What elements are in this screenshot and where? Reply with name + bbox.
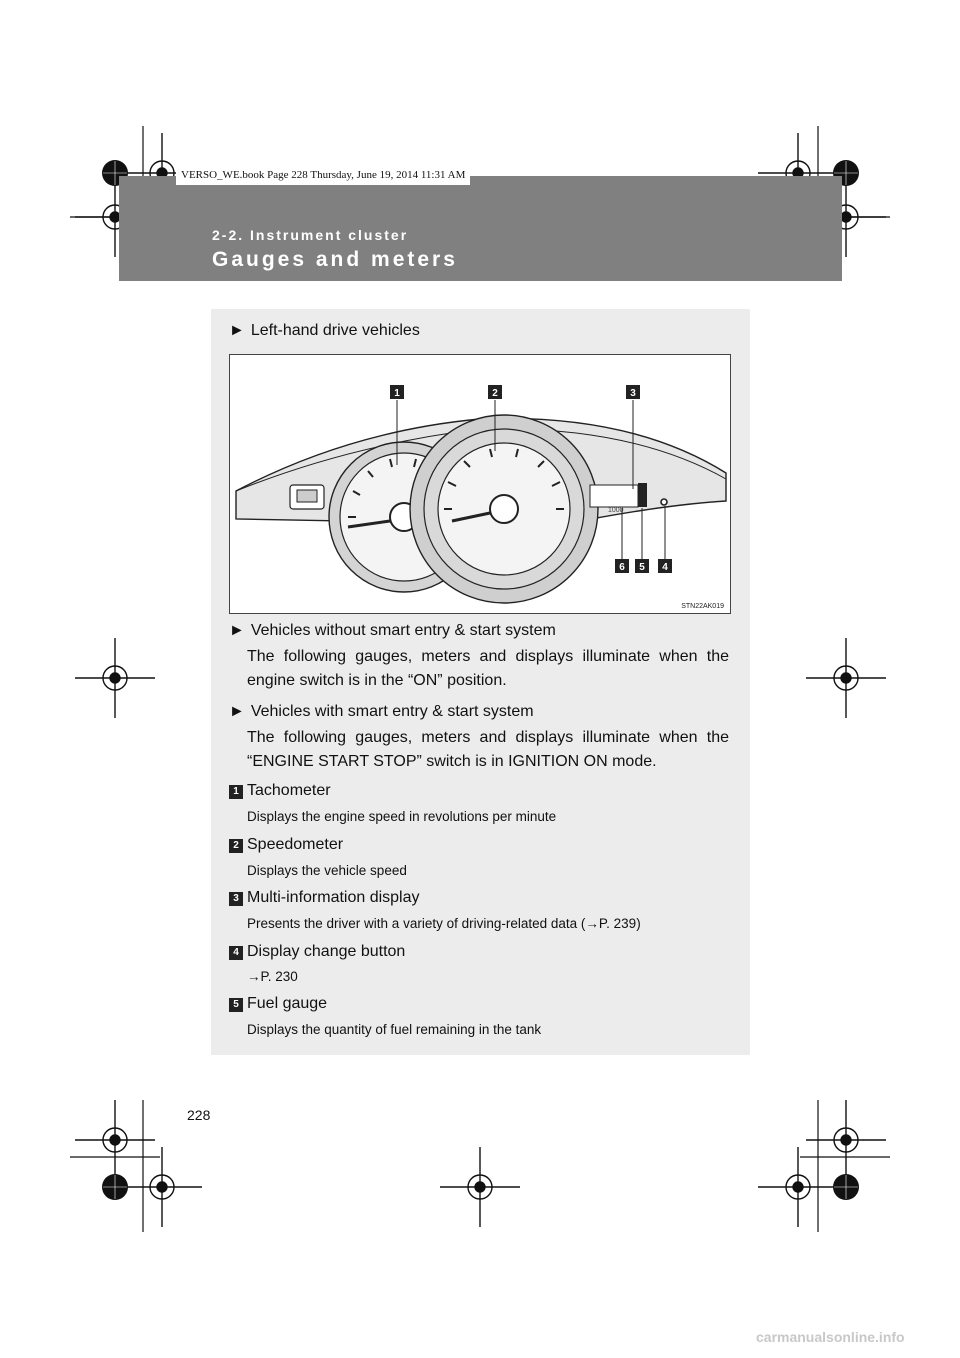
- cluster-illustration: [230, 355, 730, 613]
- instrument-cluster-diagram: [229, 354, 731, 614]
- variant-without-smart-label: Vehicles without smart entry & start system: [250, 622, 556, 639]
- figure-code: STN22AK019: [681, 603, 724, 610]
- speedometer-dial: [410, 415, 598, 603]
- callout-1: 1: [394, 388, 400, 399]
- variant-lhd-label: Left-hand drive vehicles: [250, 322, 420, 339]
- page-number: 228: [187, 1107, 211, 1123]
- callout-5: 5: [639, 562, 645, 573]
- watermark: carmanualsonline.info: [756, 1329, 905, 1345]
- item-number-badge: 1: [229, 785, 243, 799]
- section-label: 2-2. Instrument cluster: [212, 227, 409, 243]
- triangle-bullet-icon: ►: [229, 703, 245, 720]
- item-description: Displays the engine speed in revolutions per minute: [247, 809, 557, 824]
- callout-6: 6: [619, 562, 625, 573]
- fuel-gauge-graphic: [638, 483, 647, 507]
- item-tachometer: [229, 782, 331, 800]
- item-speedometer: [229, 836, 343, 854]
- variant-with-smart: [229, 703, 534, 721]
- callout-2: 2: [492, 388, 498, 399]
- item-multi-information-display: [229, 889, 420, 907]
- book-stamp: VERSO_WE.book Page 228 Thursday, June 19, 2014 11:31 AM: [176, 166, 470, 185]
- callout-3: 3: [630, 388, 636, 399]
- variant-without-smart: [229, 622, 556, 640]
- multi-information-display: [590, 485, 638, 507]
- item-number-badge: 5: [229, 998, 243, 1012]
- item-description: Presents the driver with a variety of driving-related data (→P. 239): [247, 916, 641, 931]
- item-title: Tachometer: [247, 782, 331, 799]
- item-number-badge: 2: [229, 839, 243, 853]
- item-title: Speedometer: [247, 836, 344, 853]
- callout-4: 4: [662, 562, 668, 573]
- item-number-badge: 3: [229, 892, 243, 906]
- display-change-button-graphic: [661, 499, 667, 505]
- item-description: →P. 230: [247, 969, 298, 984]
- with-smart-description: The following gauges, meters and displays illuminate when the “ENGINE START STOP” switch is in IGNITION ON mode.: [247, 729, 729, 770]
- item-description: Displays the quantity of fuel remaining in the tank: [247, 1022, 542, 1037]
- item-number-badge: 4: [229, 946, 243, 960]
- item-title: Fuel gauge: [247, 995, 328, 1012]
- odometer-reading: 1000: [608, 507, 624, 514]
- without-smart-description: The following gauges, meters and displays illuminate when the engine switch is in the “ON” position.: [247, 648, 729, 689]
- item-fuel-gauge: [229, 995, 327, 1013]
- page-title: Gauges and meters: [212, 248, 458, 271]
- item-title: Multi-information display: [247, 889, 420, 906]
- triangle-bullet-icon: ►: [229, 622, 245, 639]
- variant-with-smart-label: Vehicles with smart entry & start system: [250, 703, 534, 720]
- item-description: Displays the vehicle speed: [247, 863, 407, 878]
- item-display-change-button: [229, 943, 405, 961]
- variant-lhd: [229, 322, 420, 340]
- triangle-bullet-icon: ►: [229, 322, 245, 339]
- item-title: Display change button: [247, 943, 406, 960]
